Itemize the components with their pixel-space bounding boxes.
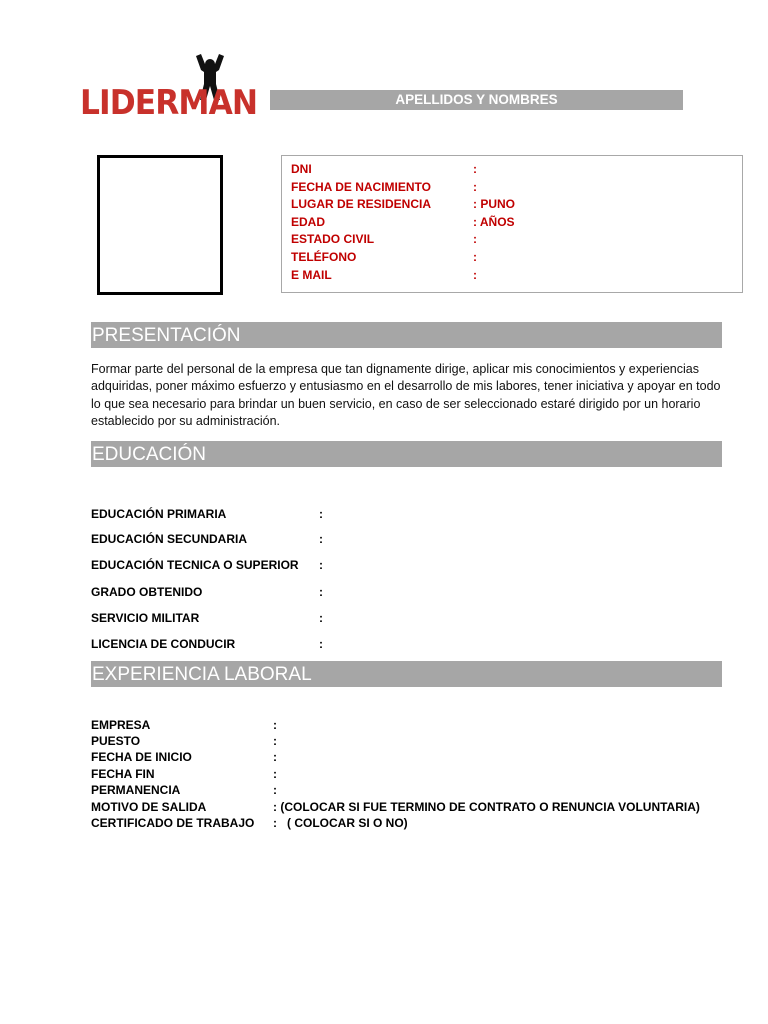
residence-value: : PUNO [473,197,515,211]
dni-value: : [473,162,477,176]
fecha-inicio-label: FECHA DE INICIO [91,750,192,764]
edu-tecnica-value: : [319,558,323,572]
motivo-salida-value: : (COLOCAR SI FUE TERMINO DE CONTRATO O RENUNCIA VOLUNTARIA) [273,800,700,814]
age-value: : AÑOS [473,215,515,229]
dni-label: DNI [291,162,312,176]
puesto-label: PUESTO [91,734,141,748]
certificado-value: : ( COLOCAR SI O NO) [273,816,408,830]
phone-label: TELÉFONO [291,250,357,264]
certificado-label: CERTIFICADO DE TRABAJO [91,816,255,830]
age-label: EDAD [291,215,326,229]
edu-secundaria-value: : [319,532,323,546]
phone-value: : [473,250,477,264]
permanencia-label: PERMANENCIA [91,783,181,797]
fecha-fin-label: FECHA FIN [91,767,155,781]
presentacion-paragraph: Formar parte del personal de la empresa que tan dignamente dirige, aplicar mis conocimientos y experiencias adquiridas, poner máximo esfuerzo y entusiasmo en el desarrollo de mis labores, tener iniciativa y apoyar en todo lo que sea necesario para brindar un buen servicio, en caso de ser seleccionado estaré dirigido por un horario establecido por su administración. [91,362,721,428]
servicio-militar-value: : [319,611,323,625]
photo-placeholder [97,155,223,295]
birthdate-label: FECHA DE NACIMIENTO [291,180,432,194]
permanencia-value: : [273,783,277,797]
section-presentacion-header: PRESENTACIÓN [91,322,722,348]
name-header: APELLIDOS Y NOMBRES [270,90,683,110]
edu-secundaria-label: EDUCACIÓN SECUNDARIA [91,532,248,546]
section-experiencia-header: EXPERIENCIA LABORAL [91,661,722,687]
puesto-value: : [273,734,277,748]
grado-value: : [319,585,323,599]
grado-label: GRADO OBTENIDO [91,585,203,599]
civil-status-label: ESTADO CIVIL [291,232,375,246]
edu-primaria-value: : [319,507,323,521]
edu-primaria-label: EDUCACIÓN PRIMARIA [91,507,227,521]
empresa-label: EMPRESA [91,718,151,732]
servicio-militar-label: SERVICIO MILITAR [91,611,200,625]
edu-tecnica-label: EDUCACIÓN TECNICA O SUPERIOR [91,558,299,572]
logo-text: LIDERMAN [80,83,258,123]
section-educacion-header: EDUCACIÓN [91,441,722,467]
residence-label: LUGAR DE RESIDENCIA [291,197,432,211]
empresa-value: : [273,718,277,732]
fecha-inicio-value: : [273,750,277,764]
licencia-value: : [319,637,323,651]
email-value: : [473,268,477,282]
fecha-fin-value: : [273,767,277,781]
email-label: E MAIL [291,268,332,282]
licencia-label: LICENCIA DE CONDUCIR [91,637,236,651]
civil-status-value: : [473,232,477,246]
birthdate-value: : [473,180,477,194]
motivo-salida-label: MOTIVO DE SALIDA [91,800,207,814]
